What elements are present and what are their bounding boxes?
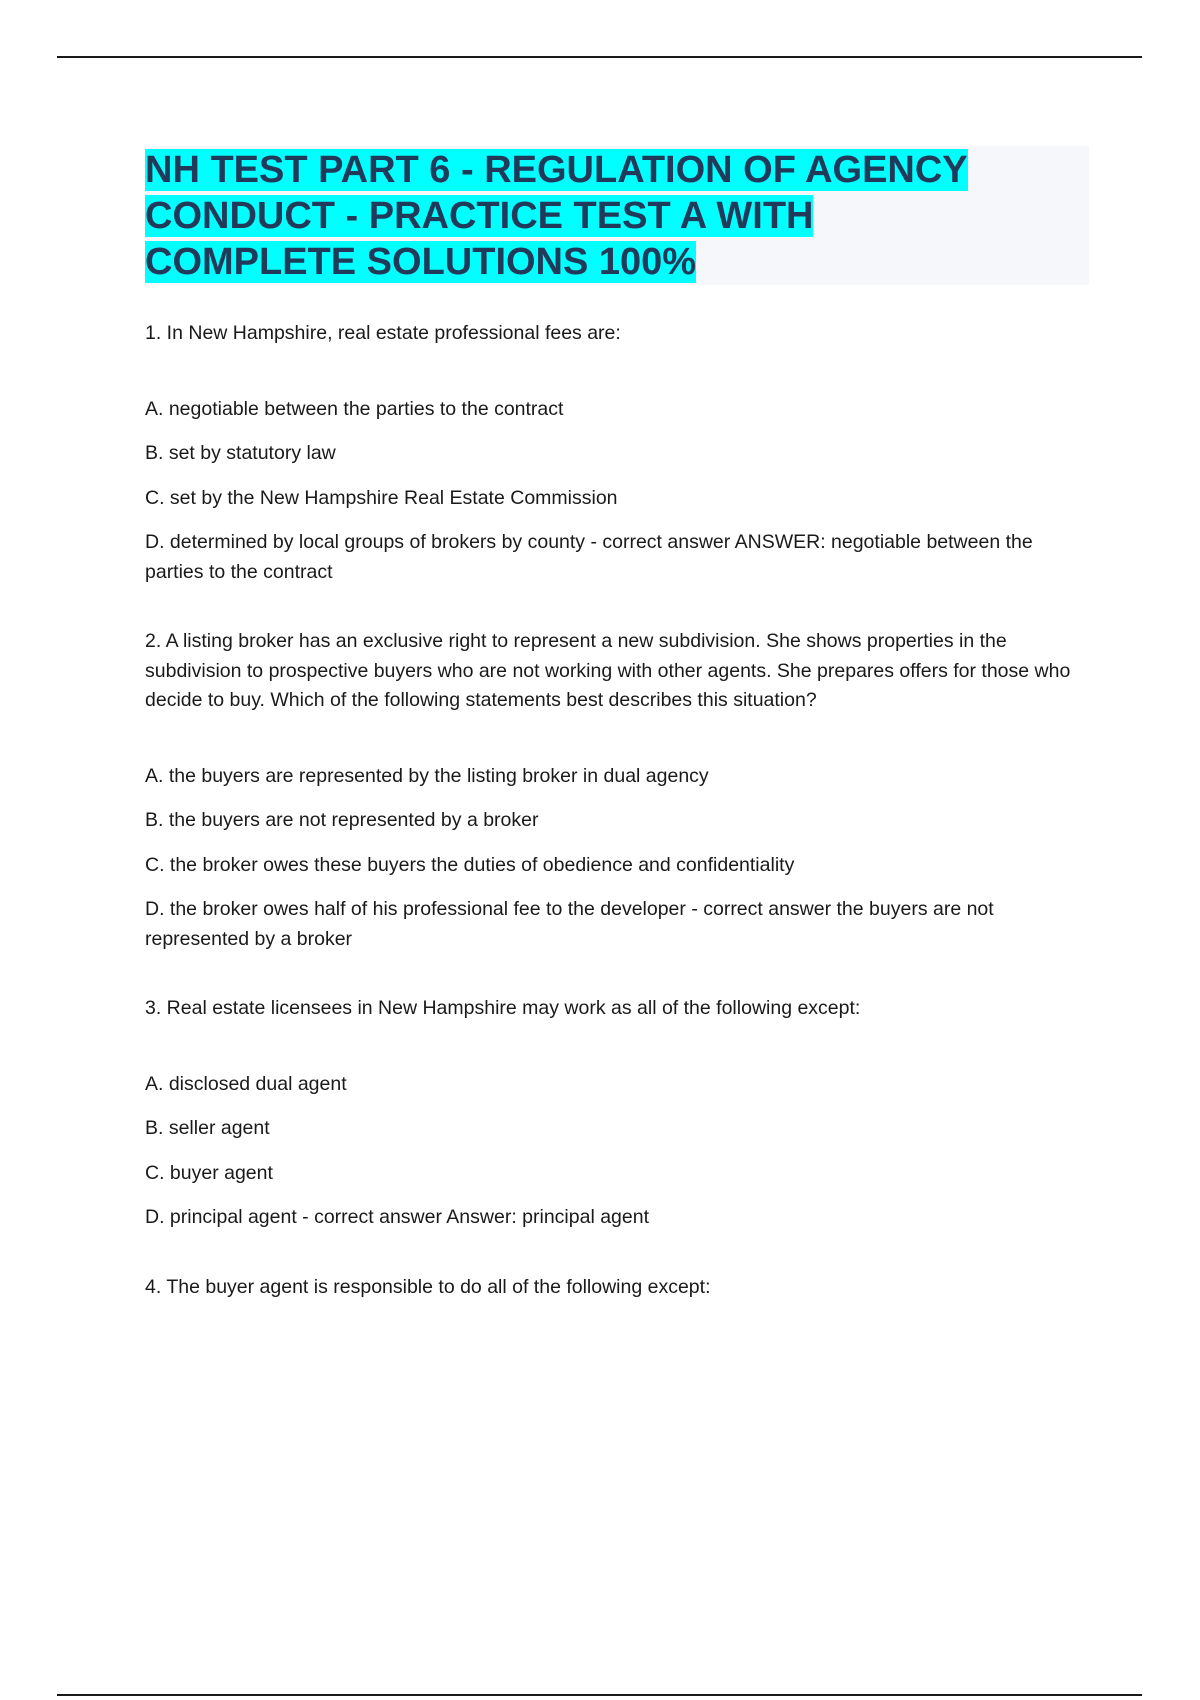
question-1-option-a: A. negotiable between the parties to the contract [145,397,564,420]
question-2-option-a: A. the buyers are represented by the listing broker in dual agency [145,764,709,787]
question-1-option-c: C. set by the New Hampshire Real Estate Commission [145,486,618,509]
question-4-stem: 4. The buyer agent is responsible to do all of the following except: [145,1275,711,1298]
question-3-stem: 3. Real estate licensees in New Hampshire may work as all of the following except: [145,997,861,1019]
question-2-option-c: C. the broker owes these buyers the duties of obedience and confidentiality [145,853,795,876]
title-line-3: COMPLETE SOLUTIONS 100% [145,241,697,283]
question-list [145,319,1090,1302]
bottom-rule [57,1694,1142,1696]
question-1 [145,319,1090,587]
question-3-option-b: B. seller agent [145,1117,270,1139]
top-rule [57,56,1142,58]
question-2-option-b: B. the buyers are not represented by a broker [145,809,539,831]
question-1-option-b: B. set by statutory law [145,442,336,464]
question-1-stem: 1. In New Hampshire, real estate professional fees are: [145,322,621,344]
question-3-option-c: C. buyer agent [145,1161,273,1184]
question-2-stem: 2. A listing broker has an exclusive right to represent a new subdivision. She shows properties in the subdivision to prospective buyers who are not working with other agents. She prepares offers for those who decide to buy. Which of the following statements best describes this situation? [145,630,1071,711]
question-3-option-d: D. principal agent - correct answer Answer: principal agent [145,1206,649,1228]
question-4 [145,1273,1090,1303]
title-block [145,146,1089,285]
question-3-option-a: A. disclosed dual agent [145,1072,347,1095]
question-2 [145,627,1090,954]
document-page [145,146,1090,1348]
question-1-option-d: D. determined by local groups of brokers by county - correct answer ANSWER: negotiable between the parties to the contract [145,531,1033,583]
document-title [145,147,1089,285]
title-line-1: NH TEST PART 6 - REGULATION OF AGENCY [145,149,968,191]
question-2-option-d: D. the broker owes half of his professional fee to the developer - correct answer the buyers are not represented by a broker [145,898,994,950]
question-3 [145,994,1090,1233]
title-line-2: CONDUCT - PRACTICE TEST A WITH [145,195,814,237]
